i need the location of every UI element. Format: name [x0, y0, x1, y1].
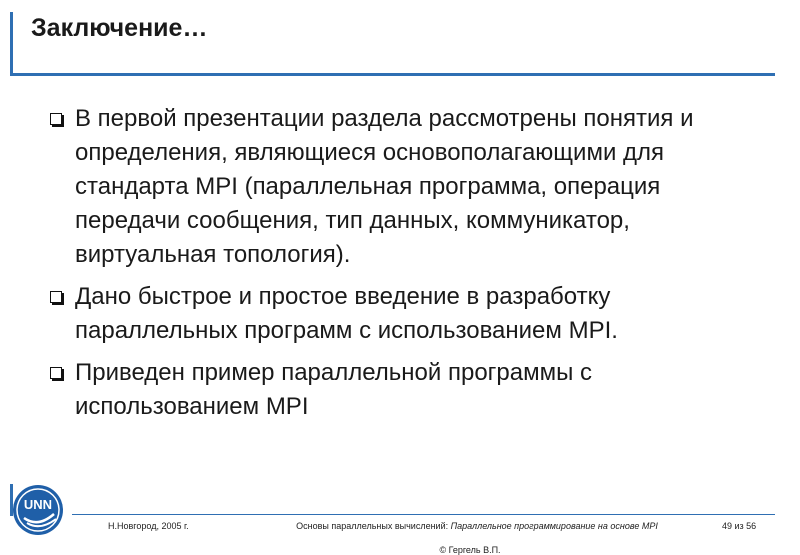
- bullet-item: [45, 356, 745, 424]
- bullet-text: Приведен пример параллельной программы с использованием MPI: [75, 359, 593, 420]
- footer-course-title: [257, 521, 697, 532]
- footer-page-number: [722, 521, 756, 531]
- square-bullet-icon: [50, 291, 62, 303]
- square-bullet-icon: [50, 367, 62, 379]
- bullet-item: [45, 102, 745, 272]
- unn-logo-icon: [12, 484, 64, 536]
- bullet-item: [45, 280, 745, 348]
- slide-content: [45, 102, 745, 432]
- footer-divider: [72, 514, 775, 515]
- bullet-text: В первой презентации раздела рассмотрены понятия и определения, являющиеся основополагающими для стандарта MPI (параллельная программа, операция передачи сообщения, тип данных, коммуникатор, виртуальная топология).: [75, 105, 694, 268]
- slide-title: Заключение…: [31, 14, 208, 42]
- page-total: 56: [746, 521, 757, 531]
- logo-text: UNN: [23, 497, 53, 512]
- page-separator: из: [732, 521, 747, 531]
- bullet-text: Дано быстрое и простое введение в разработку параллельных программ с использованием MPI.: [75, 283, 618, 344]
- footer-city-date: Н.Новгород, 2005 г.: [108, 521, 189, 531]
- square-bullet-icon: [50, 113, 62, 125]
- footer-copyright: © Гергель В.П.: [439, 545, 501, 555]
- page-current: 49: [722, 521, 733, 531]
- footer-course-subtitle: Параллельное программирование на основе MPI: [450, 521, 658, 531]
- footer-course-prefix: Основы параллельных вычислений:: [296, 521, 451, 531]
